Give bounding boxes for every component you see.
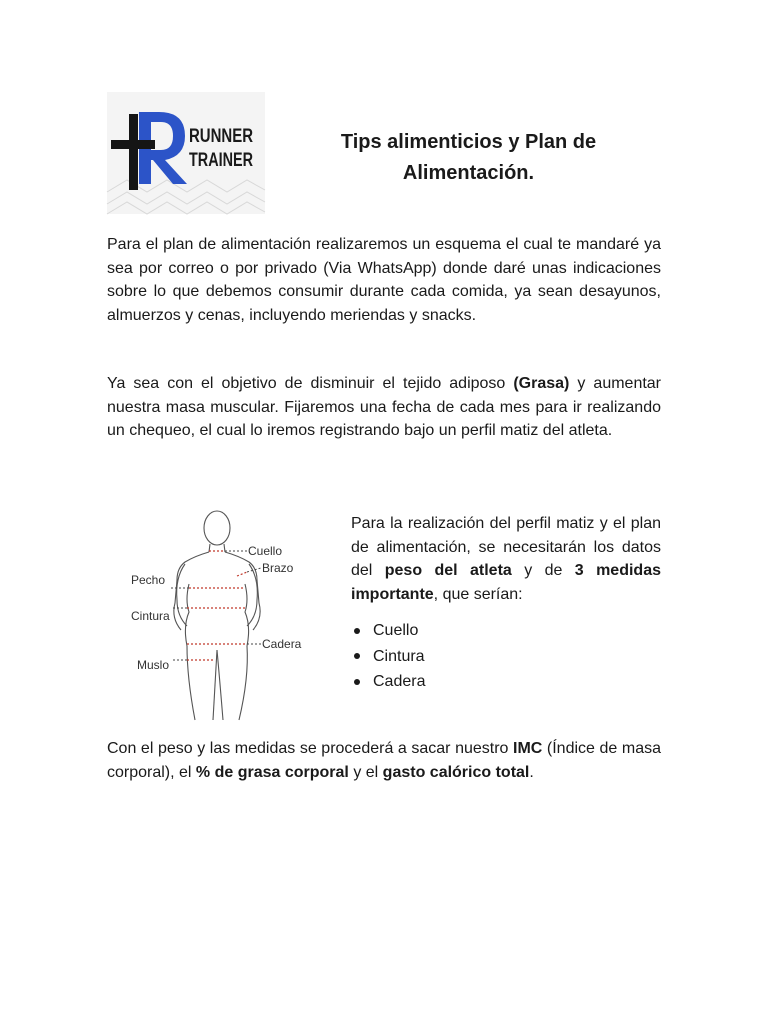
bullet-icon xyxy=(354,679,360,685)
body-measurements-figure xyxy=(125,508,330,723)
runner-trainer-logo xyxy=(107,92,265,214)
label-brazo: Brazo xyxy=(262,561,294,575)
measurements-list xyxy=(351,618,425,695)
label-muslo: Muslo xyxy=(137,658,170,672)
page-title: Tips alimenticios y Plan de Alimentación. xyxy=(340,131,597,184)
paragraph-imc: Con el peso y las medidas se procederá a sacar nuestro IMC (Índice de masa corporal), el % de grasa corporal y el gasto calórico total. xyxy=(107,740,661,781)
logo-text-runner: RUNNER xyxy=(189,126,254,147)
paragraph-objective: Ya sea con el objetivo de disminuir el tejido adiposo (Grasa) y aumentar nuestra masa muscular. Fijaremos una fecha de cada mes para ir realizando un chequeo, el cual lo iremos registrando bajo un perfil matiz del atleta. xyxy=(107,375,662,439)
logo-text-trainer: TRAINER xyxy=(189,150,254,171)
paragraph-profile: Para la realización del perfil matiz y el plan de alimentación, se necesitarán los datos del peso del atleta y de 3 medidas importante, que serían: xyxy=(351,515,661,603)
label-cadera: Cadera xyxy=(262,637,302,651)
bullet-icon xyxy=(354,653,360,659)
label-cuello: Cuello xyxy=(248,544,283,558)
list-item: Cadera xyxy=(351,669,425,695)
bullet-icon xyxy=(354,628,360,634)
paragraph-plan: Para el plan de alimentación realizaremos un esquema el cual te mandaré ya sea por correo o por privado (Via WhatsApp) donde daré unas indicaciones sobre lo que debemos consumir durante cada comida, ya sean desayunos, almuerzos y cenas, incluyendo meriendas y snacks. xyxy=(107,236,661,324)
label-pecho: Pecho xyxy=(131,573,166,587)
list-item: Cuello xyxy=(351,618,425,644)
list-item: Cintura xyxy=(351,644,425,670)
label-cintura: Cintura xyxy=(131,609,170,623)
